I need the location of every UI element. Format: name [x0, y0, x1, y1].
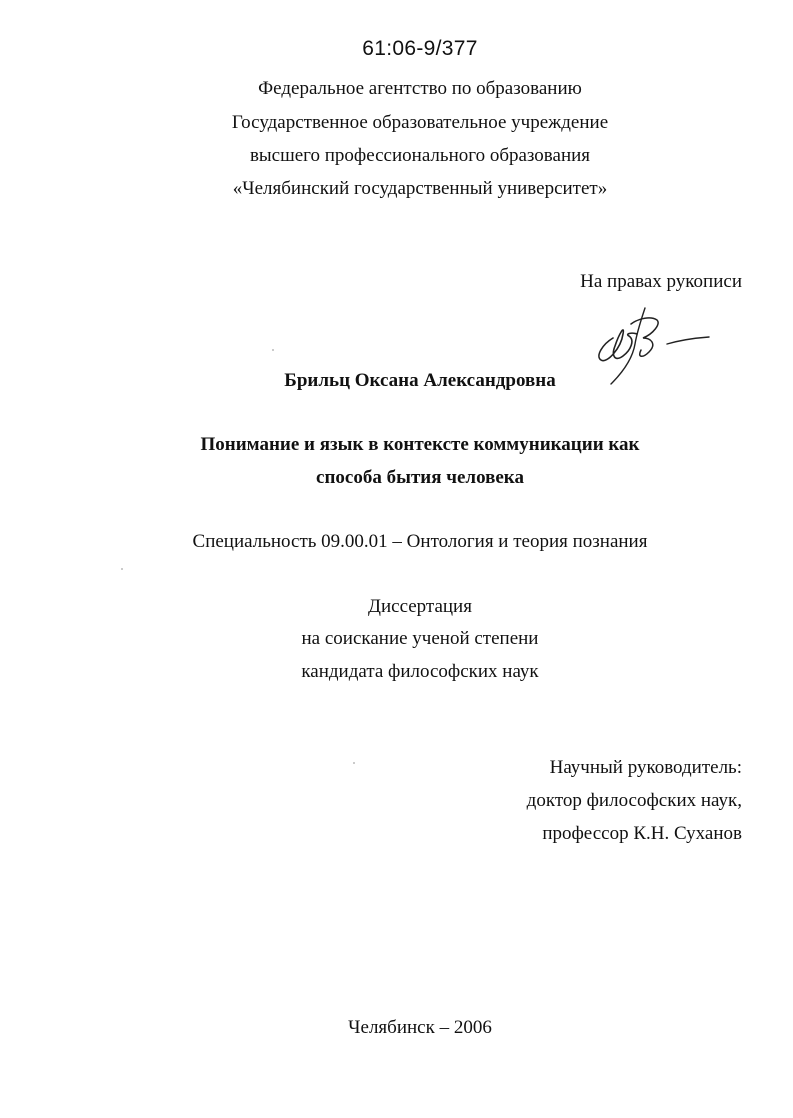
city-year: Челябинск – 2006 [348, 1017, 492, 1038]
institution-line-3: высшего профессионального образования [249, 145, 591, 166]
author-name: Брильц Оксана Александровна [284, 370, 556, 391]
supervisor-degree: доктор философских наук, [526, 790, 742, 811]
supervisor-name: профессор К.Н. Суханов [542, 823, 742, 844]
institution-line-4: «Челябинский государственный университет» [232, 178, 608, 199]
supervisor-label: Научный руководитель: [549, 757, 742, 778]
catalog-number: 61:06-9/377 [362, 37, 478, 60]
scan-speck [353, 762, 355, 764]
manuscript-note: На правах рукописи [580, 271, 742, 292]
scan-speck [121, 568, 123, 570]
speciality: Специальность 09.00.01 – Онтология и теория познания [192, 531, 648, 552]
degree-line-2: на соискание ученой степени [301, 628, 539, 649]
title-line-2: способа бытия человека [316, 467, 524, 488]
title-line-1: Понимание и язык в контексте коммуникации как [200, 434, 640, 455]
institution-line-2: Государственное образовательное учреждение [231, 112, 609, 133]
degree-line-3: кандидата философских наук [301, 661, 539, 682]
institution-line-1: Федеральное агентство по образованию [258, 78, 582, 99]
degree-line-1: Диссертация [368, 596, 472, 617]
scan-speck [272, 349, 274, 351]
